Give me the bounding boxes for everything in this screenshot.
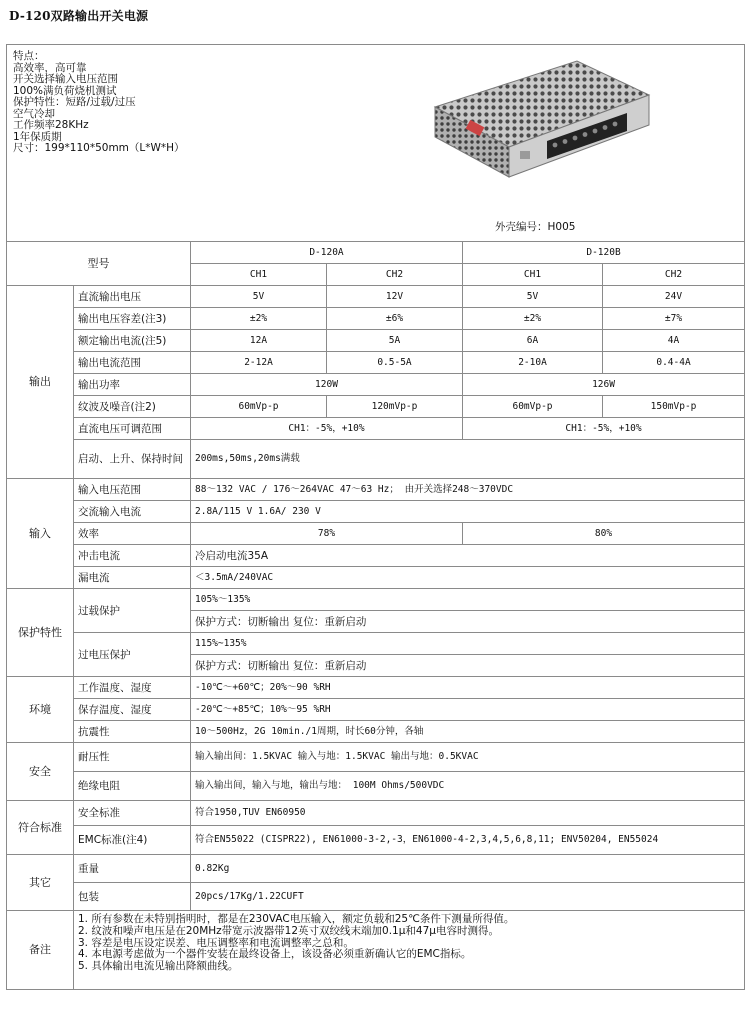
cell-value: ±6% — [327, 308, 463, 330]
cell-value: 105%～135% — [191, 589, 745, 611]
row-label: 额定输出电流(注5) — [74, 330, 191, 352]
category-notes: 备注 — [7, 911, 74, 990]
spec-table — [6, 44, 745, 990]
row-label: 输出电压容差(注3) — [74, 308, 191, 330]
cell-value: 保护方式：切断输出 复位：重新启动 — [191, 655, 745, 677]
cell-value: 2-12A — [191, 352, 327, 374]
category-safety: 安全 — [7, 743, 74, 801]
cell-value: 115%~135% — [191, 633, 745, 655]
model-a: D-120A — [191, 242, 463, 264]
note-line: 1. 所有参数在未特别指明时，都是在230VAC电压输入，额定负载和25℃条件下测量所得值。 — [78, 913, 515, 925]
cell-value: ±7% — [603, 308, 745, 330]
cell-value: 88～132 VAC / 176～264VAC 47～63 Hz； 由开关选择248～370VDC — [191, 479, 745, 501]
cell-value: 24V — [603, 286, 745, 308]
cell-value: 2-10A — [463, 352, 603, 374]
product-image — [427, 55, 657, 185]
cell-value: 符合1950,TUV EN60950 — [191, 801, 745, 826]
cell-value: CH1：-5%，+10% — [463, 418, 745, 440]
row-label: 直流电压可调范围 — [74, 418, 191, 440]
channel-header: CH1 — [463, 264, 603, 286]
cell-value: 4A — [603, 330, 745, 352]
cell-value: 78% — [191, 523, 463, 545]
feature-line: 工作频率28KHz — [13, 119, 89, 131]
cell-value: 120mVp-p — [327, 396, 463, 418]
category-input: 输入 — [7, 479, 74, 589]
note-line: 4. 本电源考虑做为一个器件安装在最终设备上，该设备必须重新确认它的EMC指标。 — [78, 948, 472, 961]
cell-value: ±2% — [463, 308, 603, 330]
cell-value: 输入输出间，输入与地，输出与地： 100M Ohms/500VDC — [191, 772, 745, 801]
model-b: D-120B — [463, 242, 745, 264]
row-label: 绝缘电阻 — [74, 772, 191, 801]
category-compliance: 符合标准 — [7, 801, 74, 855]
category-protection: 保护特性 — [7, 589, 74, 677]
row-label: 工作温度、湿度 — [74, 677, 191, 699]
row-label: 冲击电流 — [74, 545, 191, 567]
page-title: D-120双路输出开关电源 — [9, 9, 149, 23]
row-label: 直流输出电压 — [74, 286, 191, 308]
cell-value: 保护方式：切断输出 复位：重新启动 — [191, 611, 745, 633]
cell-value: ±2% — [191, 308, 327, 330]
row-label: EMC标准(注4) — [74, 826, 191, 855]
row-label: 重量 — [74, 855, 191, 883]
row-label: 输出功率 — [74, 374, 191, 396]
row-label: 包装 — [74, 883, 191, 911]
cell-value: 6A — [463, 330, 603, 352]
feature-line: 保护特性：短路/过载/过压 — [13, 96, 136, 108]
cell-value: 12A — [191, 330, 327, 352]
cell-value: 5A — [327, 330, 463, 352]
cell-value: -20℃～+85℃；10%～95 %RH — [191, 699, 745, 721]
feature-line: 空气冷却 — [13, 107, 55, 120]
cell-value: 0.4-4A — [603, 352, 745, 374]
cell-value: 5V — [191, 286, 327, 308]
cell-value: 12V — [327, 286, 463, 308]
model-header: 型号 — [7, 242, 191, 286]
feature-line: 特点： — [13, 50, 45, 62]
row-label: 启动、上升、保持时间 — [74, 440, 191, 479]
feature-line: 高效率，高可靠 — [13, 61, 87, 74]
cell-value: CH1：-5%，+10% — [191, 418, 463, 440]
cell-value: 0.82Kg — [191, 855, 745, 883]
cell-value: 80% — [463, 523, 745, 545]
cell-value: -10℃～+60℃；20%～90 %RH — [191, 677, 745, 699]
cell-value: 符合EN55022 (CISPR22), EN61000-3-2,-3，EN61000-4-2,3,4,5,6,8,11; ENV50204, EN55024 — [191, 826, 745, 855]
category-other: 其它 — [7, 855, 74, 911]
note-line: 5. 具体输出电流见输出降额曲线。 — [78, 960, 239, 973]
channel-header: CH1 — [191, 264, 327, 286]
cell-value: 60mVp-p — [463, 396, 603, 418]
cell-value: ＜3.5mA/240VAC — [191, 567, 745, 589]
row-label: 输出电流范围 — [74, 352, 191, 374]
cell-value: 5V — [463, 286, 603, 308]
cell-value: 0.5-5A — [327, 352, 463, 374]
cell-value: 150mVp-p — [603, 396, 745, 418]
note-line: 2. 纹波和噪声电压是在20MHz带宽示波器带12英寸双绞线末端加0.1μ和47μ电容时测得。 — [78, 924, 499, 937]
category-environment: 环境 — [7, 677, 74, 743]
row-label: 保存温度、湿度 — [74, 699, 191, 721]
feature-line: 1年保质期 — [13, 130, 62, 143]
row-label: 过载保护 — [74, 589, 191, 633]
row-label: 耐压性 — [74, 743, 191, 772]
cell-value: 10～500Hz，2G 10min./1周期，时长60分钟，各轴 — [191, 721, 745, 743]
row-label: 交流输入电流 — [74, 501, 191, 523]
cell-value: 126W — [463, 374, 745, 396]
cell-value: 20pcs/17Kg/1.22CUFT — [191, 883, 745, 911]
notes-cell — [74, 911, 745, 990]
cell-value: 冷启动电流35A — [191, 545, 745, 567]
feature-line: 尺寸：199*110*50mm（L*W*H） — [13, 142, 185, 154]
channel-header: CH2 — [327, 264, 463, 286]
cell-value: 输入输出间：1.5KVAC 输入与地：1.5KVAC 输出与地：0.5KVAC — [191, 743, 745, 772]
row-label: 安全标准 — [74, 801, 191, 826]
note-line: 3. 容差是电压设定误差、电压调整率和电流调整率之总和。 — [78, 936, 354, 949]
cell-value: 2.8A/115 V 1.6A/ 230 V — [191, 501, 745, 523]
row-label: 效率 — [74, 523, 191, 545]
feature-line: 100%满负荷烧机测试 — [13, 84, 117, 97]
features-cell — [7, 45, 745, 242]
cell-value: 120W — [191, 374, 463, 396]
row-label: 过电压保护 — [74, 633, 191, 677]
category-output: 输出 — [7, 286, 74, 479]
row-label: 输入电压范围 — [74, 479, 191, 501]
case-number: 外壳编号：H005 — [495, 221, 576, 233]
row-label: 漏电流 — [74, 567, 191, 589]
row-label: 抗震性 — [74, 721, 191, 743]
channel-header: CH2 — [603, 264, 745, 286]
row-label: 纹波及噪音(注2) — [74, 396, 191, 418]
cell-value: 60mVp-p — [191, 396, 327, 418]
cell-value: 200ms,50ms,20ms满载 — [191, 440, 745, 479]
feature-line: 开关选择输入电压范围 — [13, 73, 118, 85]
